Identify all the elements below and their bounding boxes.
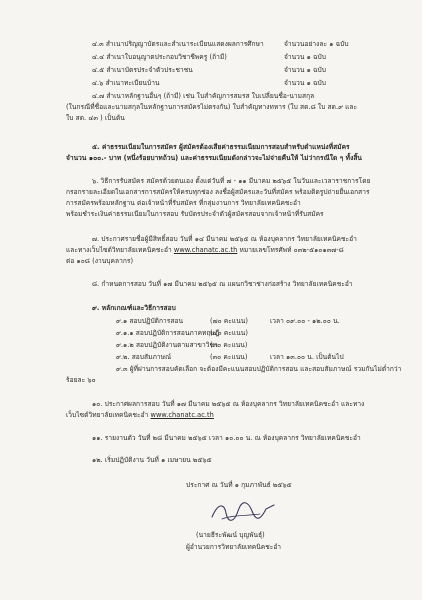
doc-item-4-4-qty: จำนวน ๑ ฉบับ: [284, 53, 327, 61]
announce-date: ประกาศ ณ วันที่ ๑ กุมภาพันธ์ ๒๕๖๕: [186, 481, 292, 489]
doc-item-4-7-line2: (ในกรณีที่ชื่อและนามสกุลในหลักฐานการสมัครไม่ตรงกัน) ใบสำคัญทางทหาร (ใบ สด.๘ ใบ สด.๙ และ: [66, 103, 358, 111]
doc-item-4-3-qty: จำนวนอย่างละ ๑ ฉบับ: [284, 40, 349, 48]
section-7-line2: [66, 246, 344, 254]
exam-interview-score: (๓๐ คะแนน): [210, 353, 248, 361]
section-6-line4: พร้อมชำระเงินค่าธรรมเนียมในการสอบ รับบัตรประจำตัวผู้สมัครสอบจากเจ้าหน้าที่รับสมัคร: [66, 210, 324, 218]
exam-theory-label: ๙.๑.๑ สอบปฏิบัติการสอนภาคทฤษฎี: [116, 329, 220, 337]
doc-item-4-5: ๔.๕ สำเนาบัตรประจำตัวประชาชน: [92, 66, 193, 74]
section-5-line2: จำนวน ๑๐๐.- บาท (หนึ่งร้อยบาทถ้วน) และค่าธรรมเนียมดังกล่าวจะไม่จ่ายคืนให้ ไม่ว่ากรณีใด ๆ ทั้งสิ้น: [66, 154, 362, 162]
doc-item-4-7-line3: ใบ สด. ๔๓ ) เป็นต้น: [66, 114, 125, 122]
exam-teaching-time: เวลา ๐๙.๐๐ - ๑๒.๐๐ น.: [270, 317, 340, 325]
doc-item-4-4: ๔.๔ สำเนาใบอนุญาตประกอบวิชาชีพครู (ถ้ามี): [92, 53, 227, 61]
website-link[interactable]: www.chanatc.ac.th: [173, 246, 238, 254]
exam-theory-score: (๔๐ คะแนน): [210, 329, 248, 337]
section-8-line1: ๘. กำหนดการสอบ วันที่ ๑๗ มีนาคม ๒๕๖๕ ณ แผนกวิชาช่างก่อสร้าง วิทยาลัยเทคนิคชะอำ: [92, 280, 353, 288]
exam-teaching-label: ๙.๑ สอบปฏิบัติการสอน: [116, 317, 184, 325]
doc-item-4-6-qty: จำนวน ๑ ฉบับ: [284, 79, 327, 87]
section-7-line1: ๗. ประกาศรายชื่อผู้มีสิทธิ์สอบ วันที่ ๑๔ มีนาคม ๒๕๖๕ ณ ห้องบุคลากร วิทยาลัยเทคนิคชะอำ: [92, 235, 357, 243]
section-10-line1: ๑๐. ประกาศผลการสอบ วันที่ ๑๗ มีนาคม ๒๕๖๕ ณ ห้องบุคลากร วิทยาลัยเทคนิคชะอำ และทาง: [92, 400, 365, 408]
doc-item-4-3: ๔.๓ สำเนาปริญญาบัตรและสำเนาระเบียนแสดงผลการศึกษา: [92, 40, 264, 48]
section-6-line2: กรอกรายละเอียดในเอกสารการสมัครให้ครบทุกช่อง ลงชื่อผู้สมัครและวันที่สมัคร พร้อมติดรูปถ่ายยื่นเอกสาร: [66, 188, 370, 196]
signatory-title: ผู้อำนวยการวิทยาลัยเทคนิคชะอำ: [186, 543, 282, 551]
section-10-line2: [66, 411, 214, 419]
exam-practical-label: ๙.๑.๒ สอบปฏิบัติงานตามสาขาวิชา: [116, 341, 218, 349]
exam-interview-time: เวลา ๑๓.๐๐ น. เป็นต้นไป: [270, 353, 344, 361]
section-6-line1: ๖. วิธีการรับสมัคร สมัครด้วยตนเอง ตั้งแต่วันที่ ๗ - ๑๑ มีนาคม ๒๕๖๕ ในวันและเวลาราชการโดย: [92, 177, 371, 185]
section-10-line2-pre: เว็บไซต์วิทยาลัยเทคนิคชะอำ: [66, 411, 149, 419]
section-9-title: ๙. หลักเกณฑ์และวิธีการสอบ: [92, 304, 176, 312]
section-12-line1: ๑๒. เริ่มปฏิบัติงาน วันที่ ๑ เมษายน ๒๕๖๕: [92, 456, 212, 464]
exam-teaching-score: (๗๐ คะแนน): [210, 317, 248, 325]
section-7-line2-pre: และทางเว็บไซต์วิทยาลัยเทคนิคชะอำ: [66, 246, 172, 254]
doc-item-4-5-qty: จำนวน ๑ ฉบับ: [284, 66, 327, 74]
section-5-line1: ๕. ค่าธรรมเนียมในการสมัคร ผู้สมัครต้องเสียค่าธรรมเนียมการสอบสำหรับตำแหน่งที่สมัคร: [92, 143, 350, 151]
signatory-name: (นายธีระพัฒน์ บุญพันธุ์): [196, 531, 265, 539]
signature-image: [208, 497, 278, 527]
section-7-line2-post: หมายเลขโทรศัพท์ ๐๓๒-๕๑๐๑๓๗-๘: [239, 246, 344, 254]
doc-item-4-6: ๔.๖ สำเนาทะเบียนบ้าน: [92, 79, 160, 87]
section-11-line1: ๑๑. รายงานตัว วันที่ ๒๘ มีนาคม ๒๕๖๕ เวลา ๑๐.๐๐ น. ณ ห้องบุคลากร วิทยาลัยเทคนิคชะอำ: [92, 434, 361, 442]
website-link-results[interactable]: www.chanatc.ac.th: [150, 411, 214, 419]
exam-pass-criteria-line2: ร้อยละ ๖๐: [66, 376, 96, 384]
doc-item-4-7: ๔.๗ สำเนาหลักฐานอื่นๆ (ถ้ามี) เช่น ใบสำคัญการสมรส ใบเปลี่ยนชื่อ-นามสกุล: [92, 92, 315, 100]
section-6-line3: การสมัครพร้อมหลักฐาน ต่อเจ้าหน้าที่รับสมัคร ที่กลุ่มงานการ วิทยาลัยเทคนิคชะอำ: [66, 199, 301, 207]
section-7-line3: ต่อ ๑๐๘ (งานบุคลากร): [66, 257, 134, 265]
exam-pass-criteria: ๙.๓ ผู้ที่ผ่านการสอบคัดเลือก จะต้องมีคะแนนสอบปฏิบัติการสอน และสอบสัมภาษณ์ รวมกันไม่ต่ำกว่า: [116, 365, 402, 373]
exam-practical-score: (๓๐ คะแนน): [210, 341, 248, 349]
exam-interview-label: ๙.๒. สอบสัมภาษณ์: [116, 353, 172, 361]
